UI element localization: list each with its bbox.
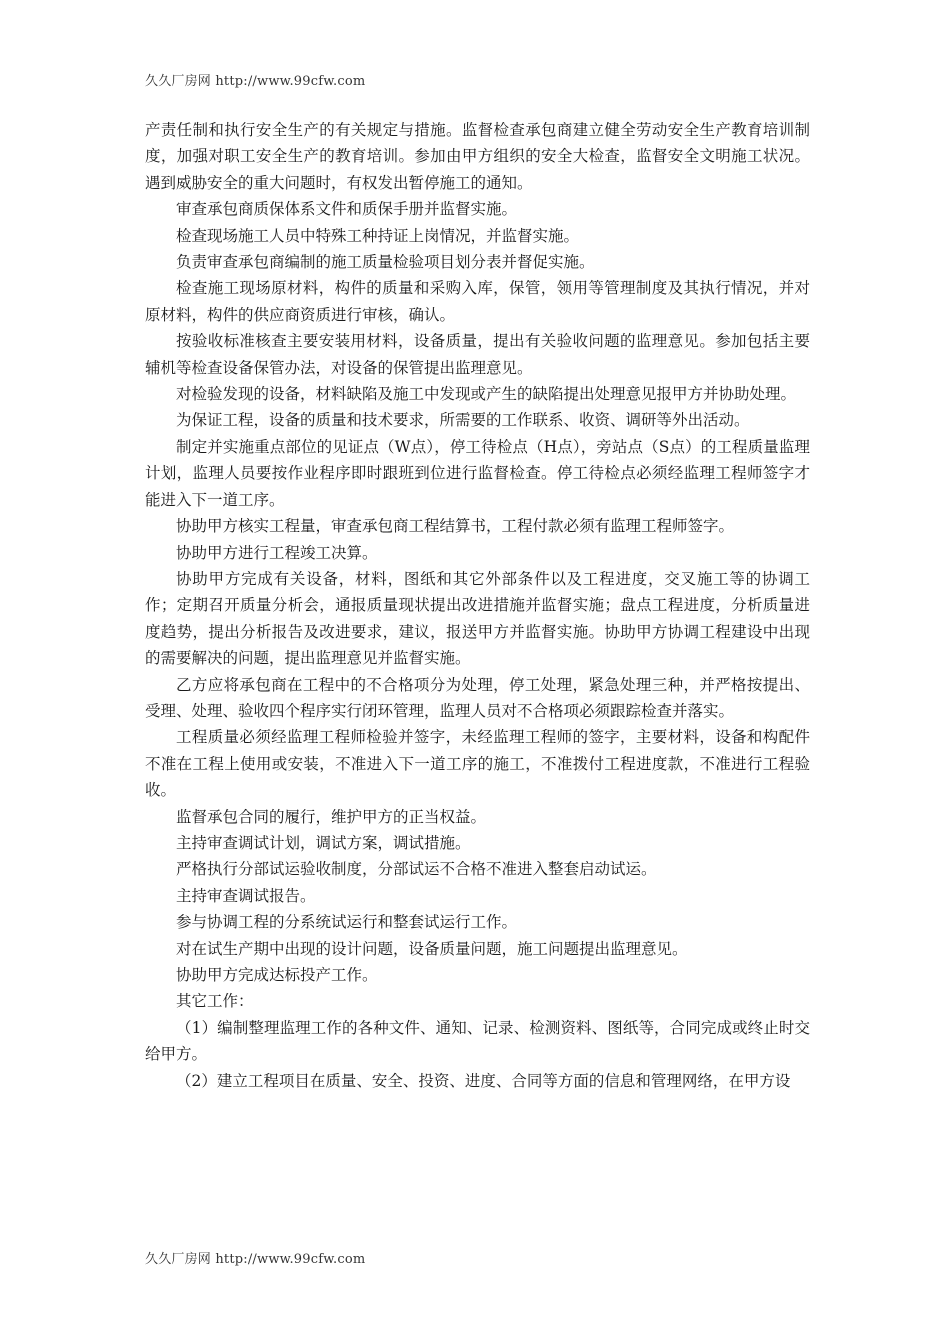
paragraph: 工程质量必须经监理工程师检验并签字，未经监理工程师的签字，主要材料，设备和构配件不准在工程上使用或安装，不准进入下一道工序的施工，不准拨付工程进度款，不准进行工程验收。	[145, 728, 810, 800]
paragraph: （2）建立工程项目在质量、安全、投资、进度、合同等方面的信息和管理网络，在甲方设	[176, 1071, 791, 1090]
paragraph: 监督承包合同的履行，维护甲方的正当权益。	[176, 807, 487, 826]
paragraph: 产责任制和执行安全生产的有关规定与措施。监督检查承包商建立健全劳动安全生产教育培训制度，加强对职工安全生产的教育培训。参加由甲方组织的安全大检查，监督安全文明施工状况。遇到威胁安全的重大问题时，有权发出暂停施工的通知。	[145, 121, 810, 192]
paragraph: 严格执行分部试运验收制度，分部试运不合格不准进入整套启动试运。	[176, 860, 657, 879]
paragraph: 协助甲方进行工程竣工决算。	[176, 543, 378, 562]
paragraph: （1）编制整理监理工作的各种文件、通知、记录、检测资料、图纸等，合同完成或终止时交给甲方。	[145, 1018, 810, 1064]
paragraph: 主持审查调试计划，调试方案，调试措施。	[176, 833, 471, 852]
paragraph: 为保证工程，设备的质量和技术要求，所需要的工作联系、收资、调研等外出活动。	[176, 411, 750, 430]
document-body	[145, 117, 810, 1094]
paragraph: 检查现场施工人员中特殊工种持证上岗情况，并监督实施。	[176, 226, 580, 245]
paragraph: 协助甲方完成有关设备，材料，图纸和其它外部条件以及工程进度，交叉施工等的协调工作；定期召开质量分析会，通报质量现状提出改进措施并监督实施；盘点工程进度，分析质量进度趋势，提出分析报告及改进要求，建议，报送甲方并监督实施。协助甲方协调工程建设中出现的需要解决的问题，提出监理意见并监督实施。	[145, 569, 810, 668]
paragraph: 乙方应将承包商在工程中的不合格项分为处理，停工处理，紧急处理三种，并严格按提出、受理、处理、验收四个程序实行闭环管理，监理人员对不合格项必须跟踪检查并落实。	[145, 675, 810, 720]
paragraph: 其它工作：	[176, 992, 254, 1011]
paragraph: 制定并实施重点部位的见证点（W点），停工待检点（H点），旁站点（S点）的工程质量监理计划，监理人员要按作业程序即时跟班到位进行监督检查。停工待检点必须经监理工程师签字才能进入下一道工序。	[145, 437, 810, 509]
paragraph: 审查承包商质保体系文件和质保手册并监督实施。	[176, 200, 518, 219]
paragraph: 对在试生产期中出现的设计问题，设备质量问题，施工问题提出监理意见。	[176, 939, 688, 958]
page-footer: 久久厂房网 http://www.99cfw.com	[145, 1252, 366, 1267]
paragraph: 按验收标准核查主要安装用材料，设备质量，提出有关验收问题的监理意见。参加包括主要辅机等检查设备保管办法，对设备的保管提出监理意见。	[145, 332, 810, 377]
paragraph: 检查施工现场原材料，构件的质量和采购入库，保管，领用等管理制度及其执行情况，并对原材料，构件的供应商资质进行审核，确认。	[145, 279, 810, 324]
paragraph: 协助甲方核实工程量，审查承包商工程结算书，工程付款必须有监理工程师签字。	[176, 517, 735, 536]
paragraph: 负责审查承包商编制的施工质量检验项目划分表并督促实施。	[176, 253, 595, 272]
page-header: 久久厂房网 http://www.99cfw.com	[145, 74, 366, 89]
paragraph: 对检验发现的设备，材料缺陷及施工中发现或产生的缺陷提出处理意见报甲方并协助处理。	[176, 385, 797, 404]
paragraph: 主持审查调试报告。	[176, 886, 316, 905]
paragraph: 参与协调工程的分系统试运行和整套试运行工作。	[176, 913, 518, 932]
paragraph: 协助甲方完成达标投产工作。	[176, 966, 378, 984]
